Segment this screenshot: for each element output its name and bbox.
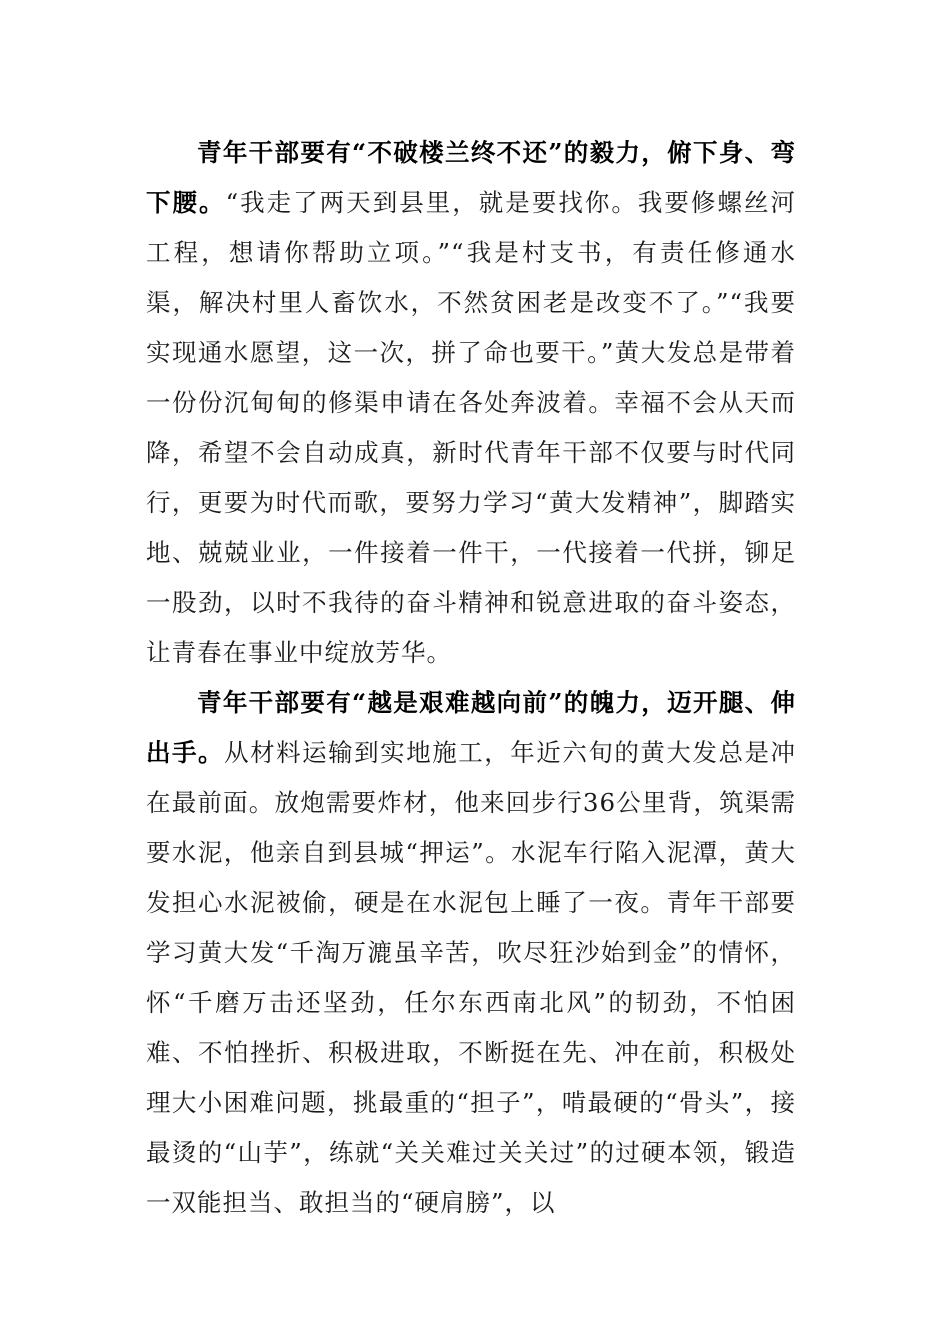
paragraph-2-lead: 青年干部要有“越是艰难越向前”的魄力，迈开腿、伸出手。 [146,688,796,767]
paragraph-1-body: “我走了两天到县里，就是要找你。我要修螺丝河工程，想请你帮助立项。”“我是村支书，有责任修通水渠，解决村里人畜饮水，不然贫困老是改变不了。”“我要实现通水愿望，这一次，拼了命也要干。”黄大发总是带着一份份沉甸甸的修渠申请在各处奔波着。幸福不会从天而降，希望不会自动成真，新时代青年干部不仅要与时代同行，更要为时代而歌，要努力学习“黄大发精神”，脚踏实地、兢兢业业，一件接着一件干，一代接着一代拼，铆足一股劲，以时不我待的奋斗精神和锐意进取的奋斗姿态，让青春在事业中绽放芳华。 [146,188,796,667]
paragraph-1-lead: 青年干部要有“不破楼兰终不还”的毅力，俯下身、弯下腰。 [146,138,796,217]
paragraph-2-body: 从材料运输到实地施工，年近六旬的黄大发总是冲在最前面。放炮需要炸材，他来回步行36公里背，筑渠需要水泥，他亲自到县城“押运”。水泥车行陷入泥潭，黄大发担心水泥被偷，硬是在水泥包上睡了一夜。青年干部要学习黄大发“千淘万漉虽辛苦，吹尽狂沙始到金”的情怀，怀“千磨万击还坚劲，任尔东西南北风”的韧劲，不怕困难、不怕挫折、积极进取，不断挺在先、冲在前，积极处理大小困难问题，挑最重的“担子”，啃最硬的“骨头”，接最烫的“山芋”，练就“关关难过关关过”的过硬本领，锻造一双能担当、敢担当的“硬肩膀”，以 [146,738,796,1217]
paragraph-2 [146,678,796,1228]
paragraph-1 [146,128,796,678]
